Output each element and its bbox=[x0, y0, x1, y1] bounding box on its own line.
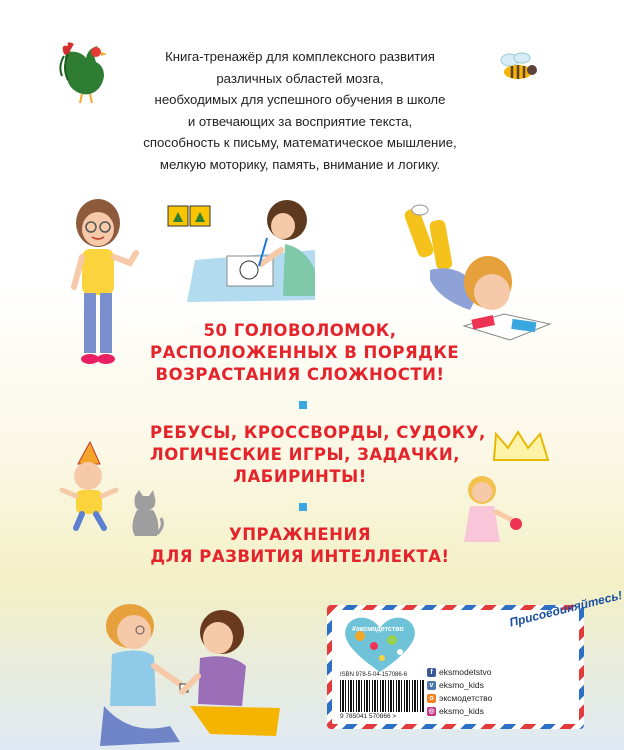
hashtag-heart-icon bbox=[338, 614, 422, 674]
intro-line: способность к письму, математическое мышление, bbox=[143, 135, 457, 150]
instagram-icon: ◎ bbox=[428, 708, 435, 716]
social-link-vk[interactable] bbox=[427, 680, 484, 691]
intro-line: Книга-тренажёр для комплексного развития bbox=[165, 49, 435, 64]
intro-line: и отвечающих за восприятие текста, bbox=[187, 113, 413, 129]
intro-text bbox=[120, 46, 480, 175]
bullet-marker bbox=[299, 503, 307, 511]
barcode bbox=[340, 680, 424, 712]
social-links-card bbox=[327, 588, 624, 729]
social-link-ok[interactable] bbox=[427, 693, 492, 704]
highlight-line: 50 ГОЛОВОЛОМОК, bbox=[203, 321, 397, 340]
social-link-label: эксмодетство bbox=[439, 693, 493, 703]
highlight-line: ВОЗРАСТАНИЯ СЛОЖНОСТИ! bbox=[155, 365, 445, 384]
bee-illustration bbox=[496, 50, 542, 86]
hashtag-label: #эксмодетство bbox=[352, 626, 404, 633]
cat-illustration bbox=[125, 490, 165, 538]
kids-playing-illustration bbox=[90, 596, 290, 750]
social-link-label: eksmo_kids bbox=[439, 706, 484, 716]
social-card-inner bbox=[332, 588, 624, 724]
girl-with-doll-illustration bbox=[460, 472, 530, 552]
vk-icon: v bbox=[427, 681, 436, 690]
social-link-instagram[interactable] bbox=[427, 706, 484, 717]
isbn-text: ISBN 978-5-04-157086-6 bbox=[340, 672, 408, 678]
boy-party-hat-illustration bbox=[58, 442, 128, 532]
highlight-line: РЕБУСЫ, КРОССВОРДЫ, СУДОКУ, bbox=[150, 423, 486, 442]
social-link-facebook[interactable] bbox=[427, 667, 491, 678]
barcode-number: 9 785041 570866 > bbox=[340, 713, 397, 720]
crown-illustration bbox=[492, 430, 552, 464]
highlight-line: ДЛЯ РАЗВИТИЯ ИНТЕЛЛЕКТА! bbox=[150, 547, 450, 566]
social-link-label: eksmo_kids bbox=[439, 680, 484, 690]
highlight-line: РАСПОЛОЖЕННЫХ В ПОРЯДКЕ bbox=[150, 343, 460, 362]
girl-drawing-illustration bbox=[165, 200, 325, 310]
highlight-line: ЛОГИЧЕСКИЕ ИГРЫ, ЗАДАЧКИ, bbox=[150, 445, 460, 464]
girl-with-glasses-illustration bbox=[60, 195, 146, 375]
join-us-title: Присоединяйтесь! bbox=[508, 588, 624, 630]
highlight-intellect bbox=[150, 524, 450, 568]
ok-icon: o bbox=[427, 694, 436, 703]
rooster-illustration bbox=[58, 42, 110, 104]
social-link-label: eksmodetstvo bbox=[439, 667, 492, 677]
intro-line: мелкую моторику, память, внимание и логику. bbox=[159, 156, 441, 172]
highlight-line: УПРАЖНЕНИЯ bbox=[229, 525, 371, 544]
intro-line: необходимых для успешного обучения в школе bbox=[154, 92, 446, 107]
intro-line: различных областей мозга, bbox=[216, 70, 384, 86]
highlight-puzzle-types bbox=[150, 422, 486, 488]
facebook-icon: f bbox=[427, 668, 436, 677]
highlight-line: ЛАБИРИНТЫ! bbox=[233, 467, 367, 486]
highlight-puzzles-count bbox=[150, 320, 460, 386]
bullet-marker bbox=[299, 401, 307, 409]
